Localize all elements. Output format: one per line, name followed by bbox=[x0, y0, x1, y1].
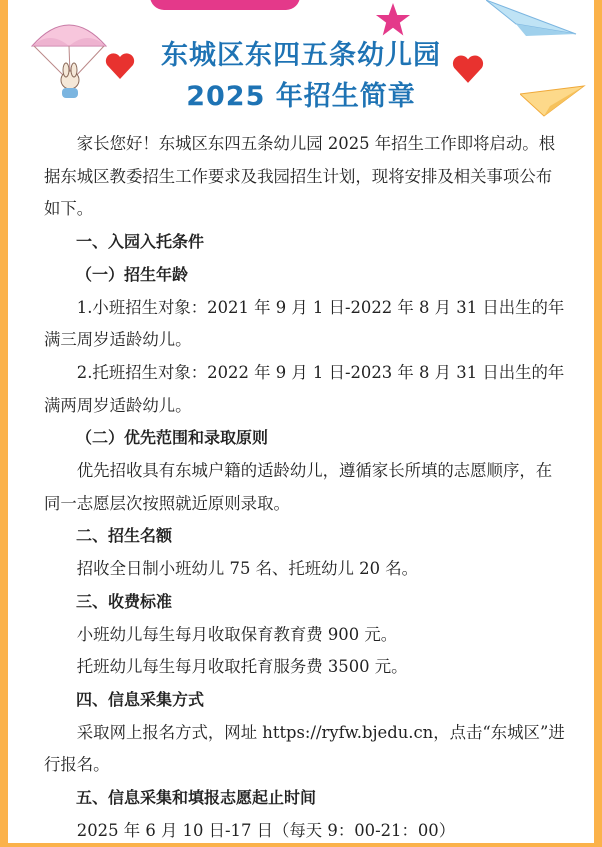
list-item: 小班幼儿每生每月收取保育教育费 900 元。 bbox=[76, 624, 398, 644]
list-item: 托班幼儿每生每月收取托育服务费 3500 元。 bbox=[76, 657, 408, 677]
paragraph: 2025 年 6 月 10 日-17 日（每天 9：00-21：00） bbox=[76, 820, 456, 840]
paragraph: 采取网上报名方式，网址 https://ryfw.bjedu.cn，点击“东城区”进行报名。 bbox=[44, 722, 565, 775]
notice-body bbox=[44, 128, 568, 847]
section-heading: 四、信息采集方式 bbox=[76, 689, 205, 709]
subsection-heading: （二）优先范围和录取原则 bbox=[76, 428, 269, 448]
list-item: 2.托班招生对象：2022 年 9 月 1 日-2023 年 8 月 31 日出生的年满两周岁适龄幼儿。 bbox=[44, 362, 565, 415]
section-heading: 一、入园入托条件 bbox=[76, 232, 205, 252]
list-item: 1.小班招生对象：2021 年 9 月 1 日-2022 年 8 月 31 日出生的年满三周岁适龄幼儿。 bbox=[44, 297, 565, 350]
page-subtitle: 2025 年招生简章 bbox=[186, 81, 416, 112]
paragraph: 招收全日制小班幼儿 75 名、托班幼儿 20 名。 bbox=[76, 559, 418, 579]
section-heading: 五、信息采集和填报志愿起止时间 bbox=[76, 788, 317, 808]
section-heading: 二、招生名额 bbox=[76, 526, 173, 546]
subsection-heading: （一）招生年龄 bbox=[76, 264, 189, 284]
page-title: 东城区东四五条幼儿园 bbox=[161, 40, 441, 71]
paragraph: 优先招收具有东城户籍的适龄幼儿，遵循家长所填的志愿顺序，在同一志愿层次按照就近原则录取。 bbox=[44, 461, 553, 513]
intro-paragraph: 家长您好！东城区东四五条幼儿园 2025 年招生工作即将启动。根据东城区教委招生工作要求及我园招生计划，现将安排及相关事项公布如下。 bbox=[44, 134, 556, 219]
section-heading: 三、收费标准 bbox=[76, 591, 173, 611]
ribbon-decoration bbox=[150, 0, 300, 10]
